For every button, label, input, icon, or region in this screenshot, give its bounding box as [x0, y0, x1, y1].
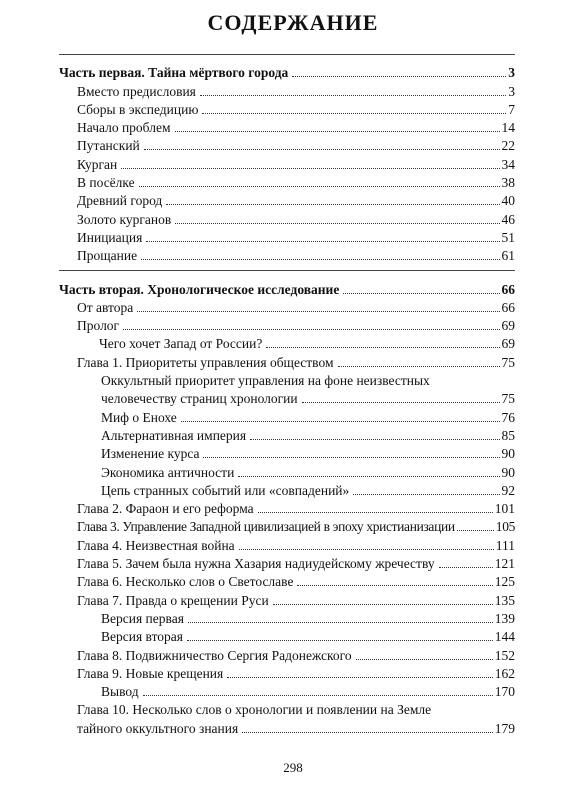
toc-entry[interactable]: Золото курганов 46	[77, 211, 515, 227]
toc-entry[interactable]: От автора 66	[77, 299, 515, 315]
toc-entry[interactable]: Миф о Енохе 76	[101, 409, 515, 425]
toc-entry[interactable]: Вывод 170	[101, 684, 515, 700]
toc-entry[interactable]: Глава 8. Подвижничество Сергия Радонежского 152	[77, 647, 515, 663]
toc-part-2-heading[interactable]: Часть вторая. Хронологическое исследование 66	[59, 281, 515, 297]
toc-entry[interactable]: Цепь странных событий или «совпадений» 92	[101, 482, 515, 498]
toc-entry[interactable]: тайного оккультного знания 179	[77, 720, 515, 736]
toc-entry[interactable]: Глава 9. Новые крещения 162	[77, 665, 515, 681]
toc-entry[interactable]: Изменение курса 90	[101, 446, 515, 462]
toc-entry[interactable]: Версия первая 139	[101, 610, 515, 626]
page-number: 298	[283, 760, 303, 775]
toc-entry[interactable]: В посёлке 38	[77, 175, 515, 191]
toc-entry[interactable]: Глава 5. Зачем была нужна Хазария надиудейскому жречеству 121	[77, 556, 515, 572]
toc-entry[interactable]: Экономика античности 90	[101, 464, 515, 480]
toc-entry[interactable]: Глава 7. Правда о крещении Руси 135	[77, 592, 515, 608]
toc-entry[interactable]: Чего хочет Запад от России? 69	[99, 336, 515, 352]
toc-entry[interactable]: Глава 4. Неизвестная война 111	[77, 537, 515, 553]
toc-entry[interactable]: Инициация 51	[77, 229, 515, 245]
toc-entry-line1[interactable]: Оккультный приоритет управления на фоне неизвестных	[101, 373, 430, 389]
toc-entry[interactable]: Версия вторая 144	[101, 629, 515, 645]
toc-entry[interactable]: Глава 1. Приоритеты управления обществом 75	[77, 354, 515, 370]
toc-part-1-heading[interactable]: Часть первая. Тайна мёртвого города 3	[59, 65, 515, 81]
page-title: СОДЕРЖАНИЕ	[207, 10, 379, 35]
toc-entry[interactable]: Начало проблем 14	[77, 120, 515, 136]
toc-entry[interactable]: Вместо предисловия 3	[77, 83, 515, 99]
toc-entry[interactable]: Пролог 69	[77, 318, 515, 334]
toc-entry[interactable]: Путанский 22	[77, 138, 515, 154]
dot-leader	[343, 293, 499, 294]
toc-entry[interactable]: Сборы в экспедицию 7	[77, 101, 515, 117]
toc-entry[interactable]: Древний город 40	[77, 193, 515, 209]
toc-entry[interactable]: Глава 2. Фараон и его реформа 101	[77, 501, 515, 517]
dot-leader	[292, 76, 506, 77]
toc-entry[interactable]: Прощание 61	[77, 248, 515, 264]
toc-entry-line1[interactable]: Глава 10. Несколько слов о хронологии и появлении на Земле	[77, 702, 432, 718]
table-of-contents	[59, 54, 515, 737]
toc-entry[interactable]: Курган 34	[77, 156, 515, 172]
toc-entry[interactable]: Глава 3. Управление Западной цивилизацией в эпоху христианизации 105	[77, 519, 515, 535]
toc-entry[interactable]: Альтернативная империя 85	[101, 427, 515, 443]
toc-entry[interactable]: Глава 6. Несколько слов о Светославе 125	[77, 574, 515, 590]
toc-entry[interactable]: человечеству страниц хронологии 75	[101, 391, 515, 407]
